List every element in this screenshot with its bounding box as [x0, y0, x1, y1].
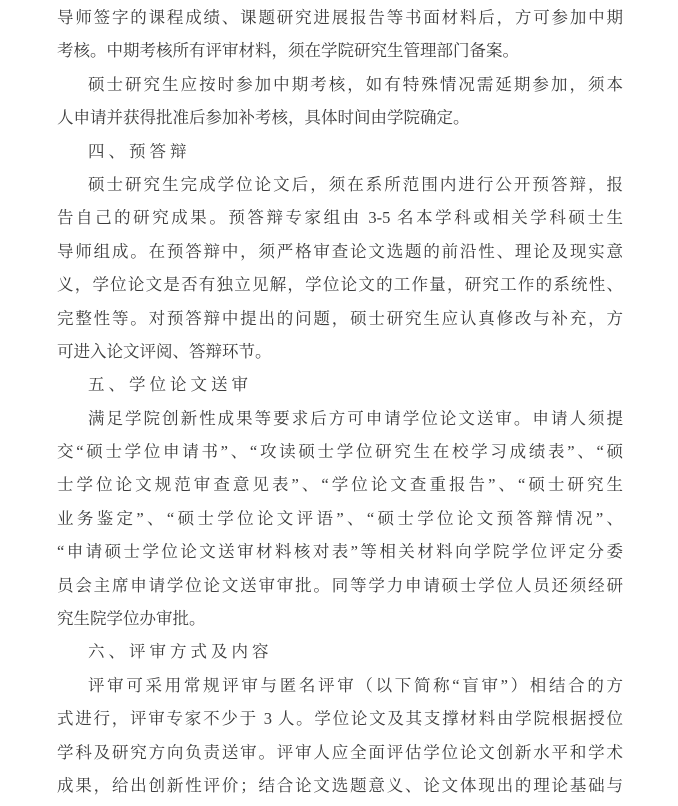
- text-line: 士学位论文规范审查意见表”、“学位论文查重报告”、“硕士研究生: [57, 475, 623, 495]
- text-line: 告自己的研究成果。预答辩专家组由 3-5 名本学科或相关学科硕士生: [57, 208, 623, 228]
- text-line: 可进入论文评阅、答辩环节。: [57, 341, 272, 361]
- text-line: 硕士研究生应按时参加中期考核，如有特殊情况需延期参加，须本: [88, 74, 623, 94]
- text-line: 评审可采用常规评审与匿名评审（以下简称“盲审”）相结合的方: [88, 675, 623, 695]
- text-line: 满足学院创新性成果等要求后方可申请学位论文送审。申请人须提: [88, 408, 623, 428]
- text-line: 完整性等。对预答辩中提出的问题，硕士研究生应认真修改与补充，方: [57, 308, 623, 328]
- section-heading: 六、评审方式及内容: [88, 642, 273, 662]
- section-heading: 五、学位论文送审: [88, 375, 252, 395]
- text-line: 考核。中期考核所有评审材料，须在学院研究生管理部门备案。: [57, 41, 519, 61]
- text-line: 成果，给出创新性评价；结合论文选题意义、论文体现出的理论基础与: [57, 775, 623, 795]
- text-line: 员会主席申请学位论文送审审批。同等学力申请硕士学位人员还须经研: [57, 575, 623, 595]
- text-line: 式进行，评审专家不少于 3 人。学位论文及其支撑材料由学院根据授位: [57, 709, 623, 729]
- text-line: 义，学位论文是否有独立见解，学位论文的工作量，研究工作的系统性、: [57, 275, 623, 295]
- text-line: 导师组成。在预答辩中，须严格审查论文选题的前沿性、理论及现实意: [57, 241, 623, 261]
- text-line: 交“硕士学位申请书”、“攻读硕士学位研究生在校学习成绩表”、“硕: [57, 442, 623, 462]
- text-line: 硕士研究生完成学位论文后，须在系所范围内进行公开预答辩，报: [88, 174, 623, 194]
- section-heading: 四、预答辩: [88, 141, 191, 161]
- text-line: 学科及研究方向负责送审。评审人应全面评估学位论文创新水平和学术: [57, 742, 623, 762]
- text-line: 究生院学位办审批。: [57, 609, 206, 629]
- text-line: “申请硕士学位论文送审材料核对表”等相关材料向学院学位评定分委: [57, 542, 623, 562]
- text-line: 导师签字的课程成绩、课题研究进展报告等书面材料后，方可参加中期: [57, 8, 623, 27]
- text-line: 业务鉴定”、“硕士学位论文评语”、“硕士学位论文预答辩情况”、: [57, 508, 623, 528]
- text-line: 人申请并获得批准后参加补考核，具体时间由学院确定。: [57, 108, 470, 128]
